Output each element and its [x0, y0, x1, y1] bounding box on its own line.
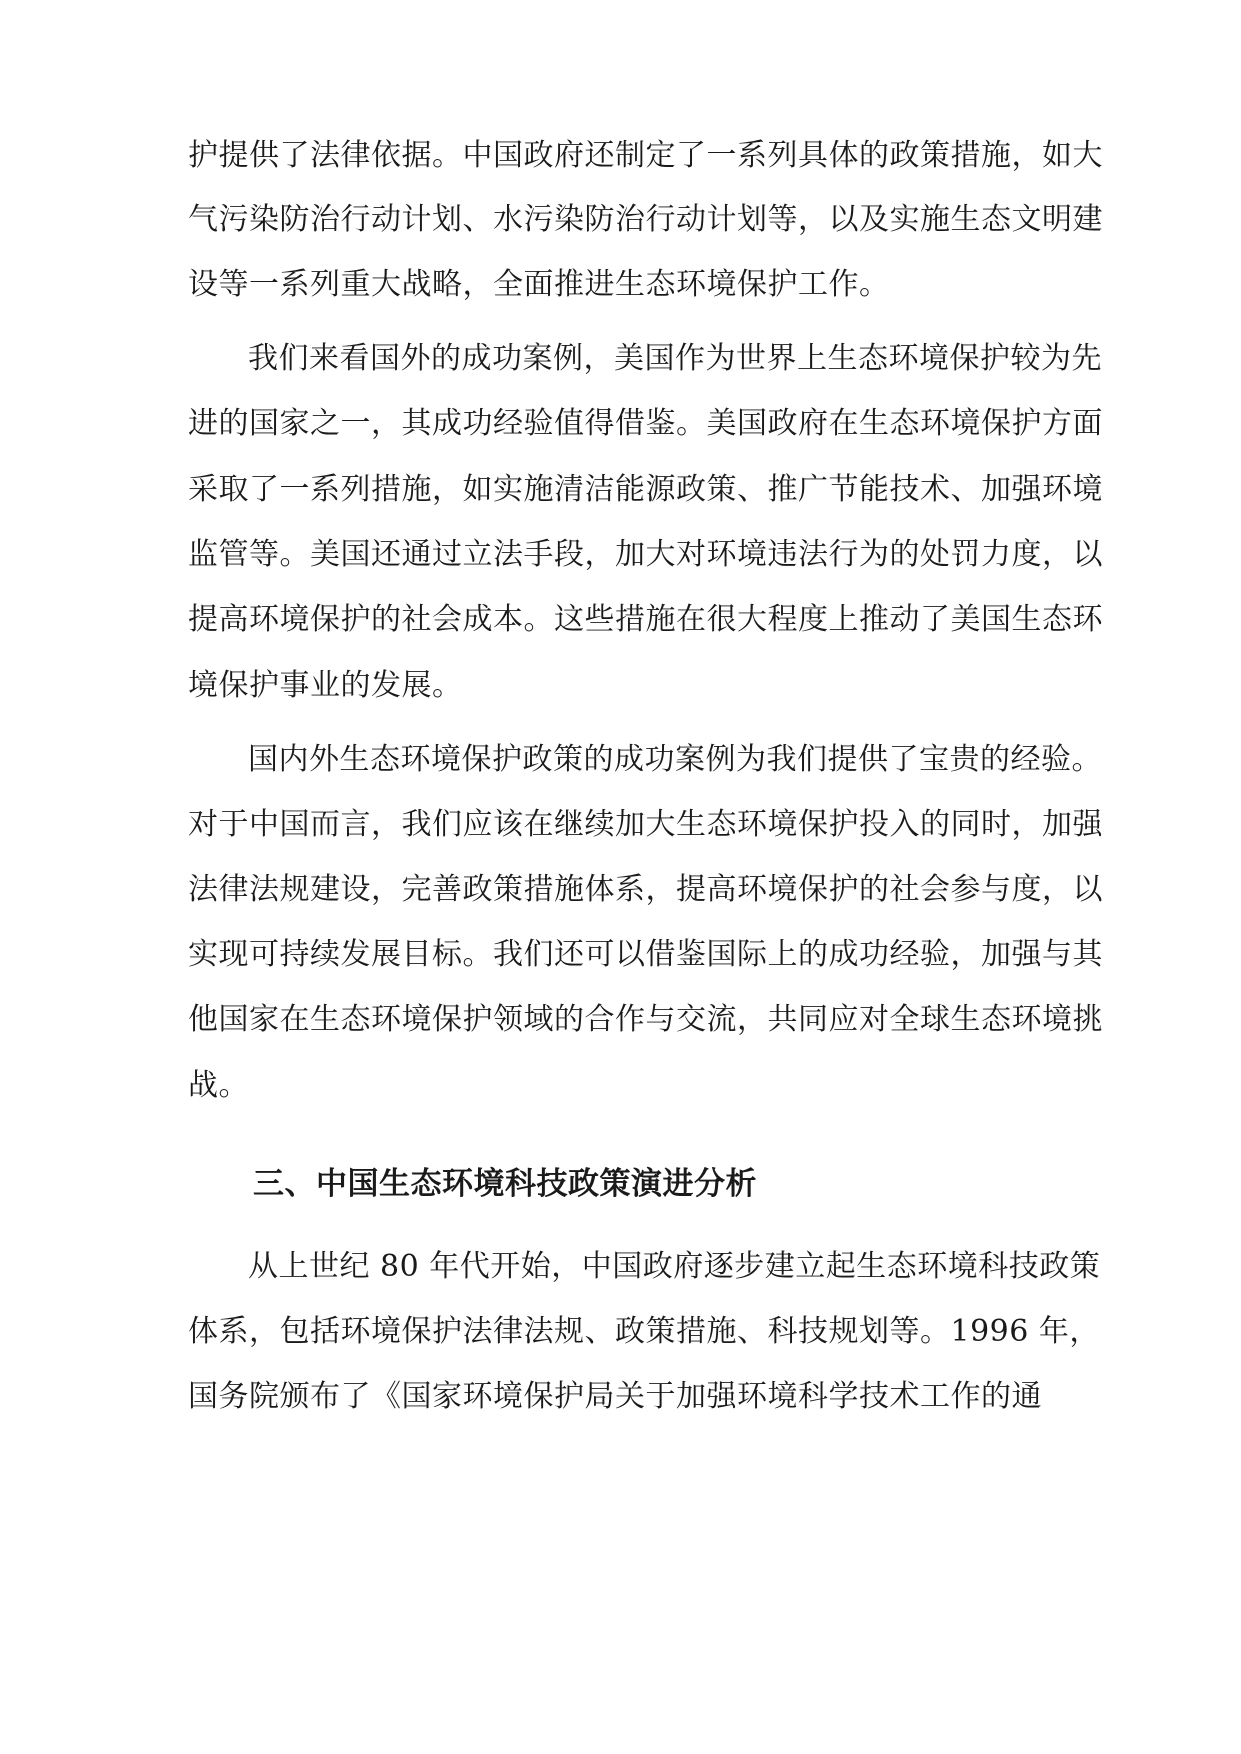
paragraph-line: 我们来看国外的成功案例，美国作为世界上生态环境保护较为先: [248, 341, 1102, 376]
paragraph-line: 国务院颁布了《国家环境保护局关于加强环境科学技术工作的通: [188, 1379, 1042, 1414]
paragraph-line: 护提供了法律依据。中国政府还制定了一系列具体的政策措施，如大: [188, 138, 1103, 173]
paragraph-line: 采取了一系列措施，如实施清洁能源政策、推广节能技术、加强环境: [188, 472, 1103, 507]
paragraph-line: 提高环境保护的社会成本。这些措施在很大程度上推动了美国生态环: [188, 602, 1103, 637]
paragraph-line: 他国家在生态环境保护领域的合作与交流，共同应对全球生态环境挑: [188, 1002, 1103, 1037]
paragraph-line: 实现可持续发展目标。我们还可以借鉴国际上的成功经验，加强与其: [188, 937, 1103, 972]
paragraph-line: 体系，包括环境保护法律法规、政策措施、科技规划等。1996 年，: [188, 1314, 1100, 1349]
paragraph-line: 境保护事业的发展。: [188, 668, 463, 703]
paragraph-line: 战。: [188, 1068, 249, 1103]
paragraph-line: 进的国家之一，其成功经验值得借鉴。美国政府在生态环境保护方面: [188, 406, 1103, 441]
paragraph-line: 监管等。美国还通过立法手段，加大对环境违法行为的处罚力度，以: [188, 537, 1103, 572]
paragraph-line: 设等一系列重大战略，全面推进生态环境保护工作。: [188, 267, 890, 302]
paragraph-line: 对于中国而言，我们应该在继续加大生态环境保护投入的同时，加强: [188, 807, 1103, 842]
paragraph-line: 气污染防治行动计划、水污染防治行动计划等，以及实施生态文明建: [188, 202, 1103, 237]
paragraph-line: 国内外生态环境保护政策的成功案例为我们提供了宝贵的经验。: [248, 742, 1102, 777]
paragraph-line: 法律法规建设，完善政策措施体系，提高环境保护的社会参与度，以: [188, 872, 1103, 907]
paragraph-line: 从上世纪 80 年代开始，中国政府逐步建立起生态环境科技政策: [248, 1249, 1101, 1284]
section-heading: 三、中国生态环境科技政策演进分析: [253, 1166, 757, 1202]
